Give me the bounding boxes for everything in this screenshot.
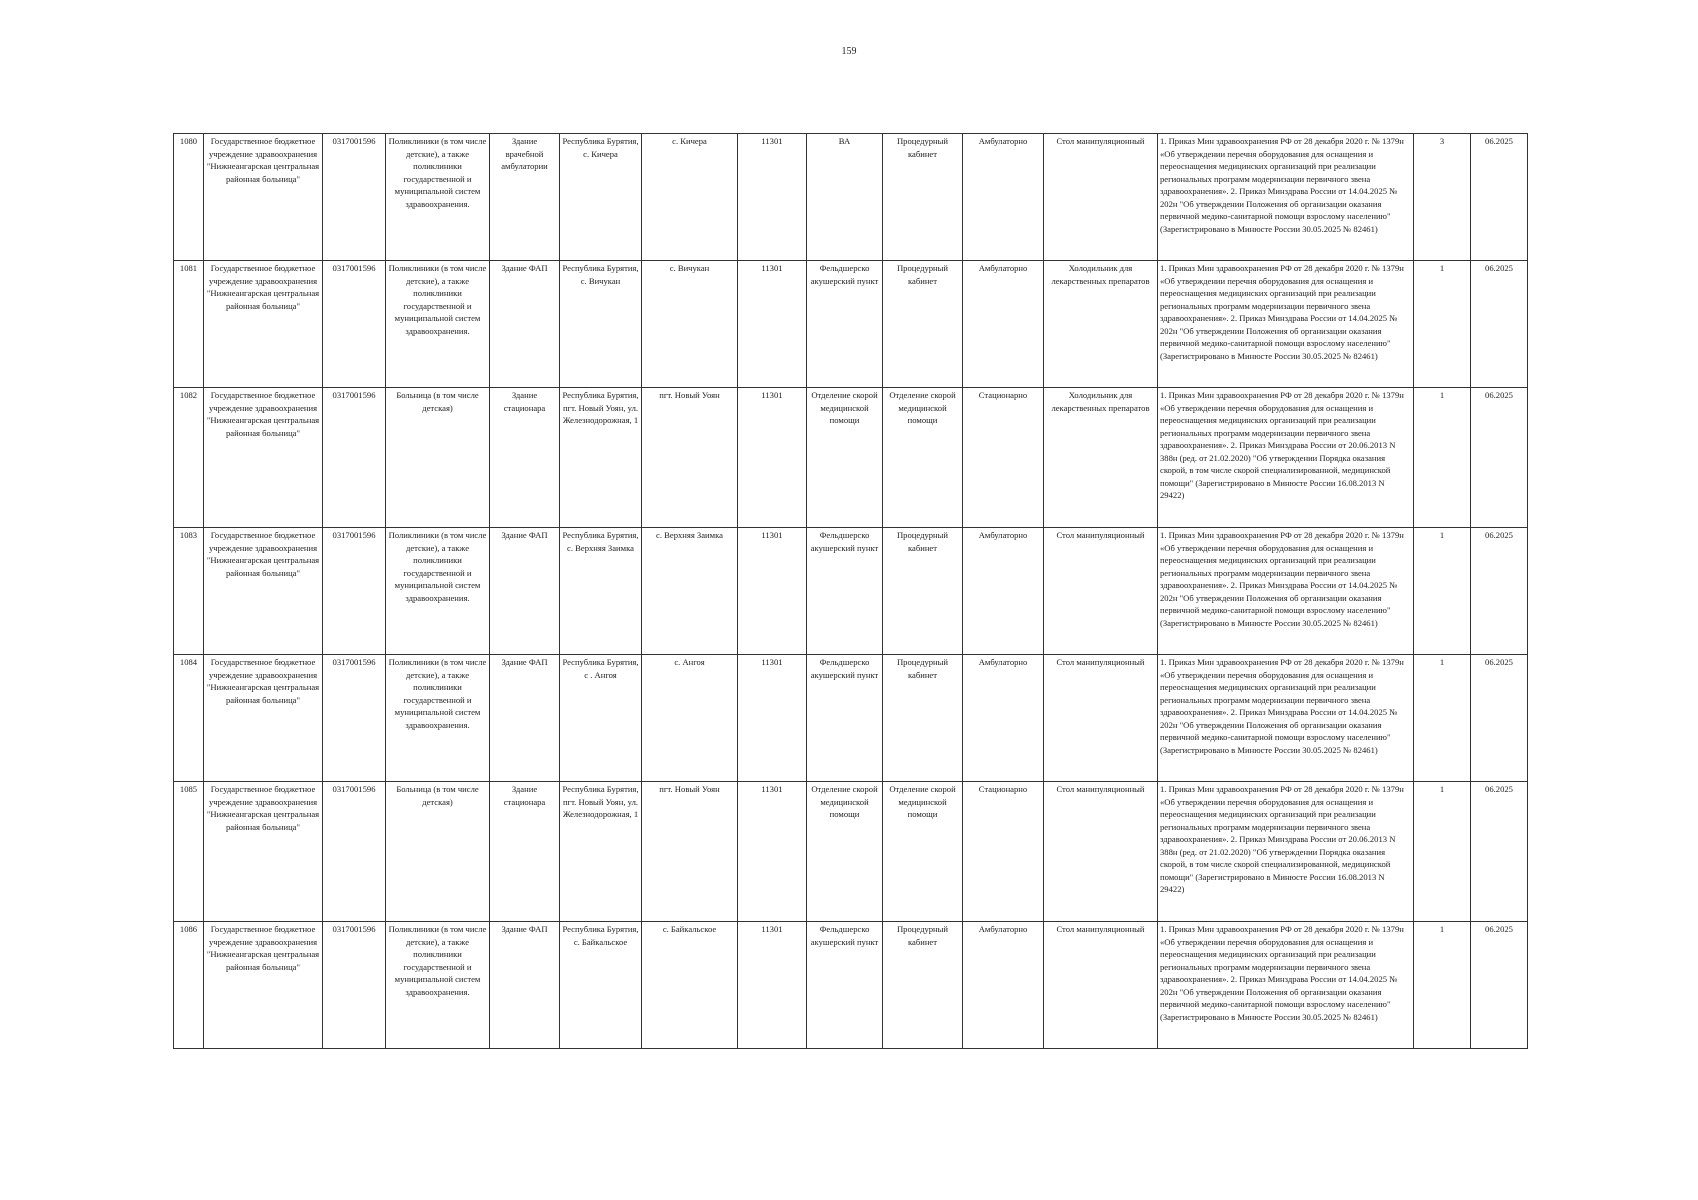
unit-cell: ВА	[807, 134, 883, 261]
building-cell: Здание ФАП	[490, 922, 560, 1049]
address-cell: Республика Бурятия, с. Байкальское	[560, 922, 642, 1049]
date-cell: 06.2025	[1471, 922, 1528, 1049]
equipment-cell: Стол манипуляционный	[1044, 655, 1158, 782]
date-cell: 06.2025	[1471, 388, 1528, 528]
care-mode-cell: Амбулаторно	[963, 134, 1044, 261]
room-cell: Отделение скорой медицинской помощи	[883, 388, 963, 528]
row-number-cell: 1083	[174, 528, 204, 655]
regulatory-docs-cell: 1. Приказ Мин здравоохранения РФ от 28 декабря 2020 г. № 1379н «Об утверждении перечня оборудования для оснащения и переоснащения медицинских организаций при реализации региональных программ модернизации первичного звена здравоохранения». 2. Приказ Минздрава России от 14.04.2025 № 202н "Об утверждении Положения об организации оказания первичной медико-санитарной помощи взрослому населению" (Зарегистрировано в Минюсте России 30.05.2025 № 82461)	[1158, 134, 1414, 261]
facility-type-cell: Поликлиники (в том числе детские), а также поликлиники государственной и муниципальной систем здравоохранения.	[386, 922, 490, 1049]
organization-cell: Государственное бюджетное учреждение здравоохранения "Нижнеангарская центральная районная больница"	[204, 388, 323, 528]
facility-type-cell: Поликлиники (в том числе детские), а также поликлиники государственной и муниципальной систем здравоохранения.	[386, 528, 490, 655]
org-code-cell: 0317001596	[323, 782, 386, 922]
room-cell: Процедурный кабинет	[883, 134, 963, 261]
table-row	[174, 922, 1528, 1049]
facility-type-cell: Больница (в том числе детская)	[386, 782, 490, 922]
locality-cell: с. Верхняя Заимка	[642, 528, 738, 655]
organization-cell: Государственное бюджетное учреждение здравоохранения "Нижнеангарская центральная районная больница"	[204, 134, 323, 261]
room-cell: Процедурный кабинет	[883, 655, 963, 782]
room-cell: Процедурный кабинет	[883, 528, 963, 655]
date-cell: 06.2025	[1471, 528, 1528, 655]
address-cell: Республика Бурятия, с. Верхняя Заимка	[560, 528, 642, 655]
territory-code-cell: 11301	[738, 922, 807, 1049]
quantity-cell: 1	[1414, 388, 1471, 528]
row-number-cell: 1082	[174, 388, 204, 528]
regulatory-docs-cell: 1. Приказ Мин здравоохранения РФ от 28 декабря 2020 г. № 1379н «Об утверждении перечня оборудования для оснащения и переоснащения медицинских организаций при реализации региональных программ модернизации первичного звена здравоохранения». 2. Приказ Минздрава России от 20.06.2013 N 388н (ред. от 21.02.2020) "Об утверждении Порядка оказания скорой, в том числе скорой специализированной, медицинской помощи" (Зарегистрировано в Минюсте России 16.08.2013 N 29422)	[1158, 782, 1414, 922]
territory-code-cell: 11301	[738, 528, 807, 655]
organization-cell: Государственное бюджетное учреждение здравоохранения "Нижнеангарская центральная районная больница"	[204, 922, 323, 1049]
care-mode-cell: Амбулаторно	[963, 528, 1044, 655]
care-mode-cell: Стационарно	[963, 388, 1044, 528]
locality-cell: пгт. Новый Уоян	[642, 782, 738, 922]
row-number-cell: 1081	[174, 261, 204, 388]
row-number-cell: 1085	[174, 782, 204, 922]
building-cell: Здание ФАП	[490, 261, 560, 388]
territory-code-cell: 11301	[738, 388, 807, 528]
unit-cell: Фельдшерско акушерский пункт	[807, 528, 883, 655]
territory-code-cell: 11301	[738, 655, 807, 782]
regulatory-docs-cell: 1. Приказ Мин здравоохранения РФ от 28 декабря 2020 г. № 1379н «Об утверждении перечня оборудования для оснащения и переоснащения медицинских организаций при реализации региональных программ модернизации первичного звена здравоохранения». 2. Приказ Минздрава России от 14.04.2025 № 202н "Об утверждении Положения об организации оказания первичной медико-санитарной помощи взрослому населению" (Зарегистрировано в Минюсте России 30.05.2025 № 82461)	[1158, 655, 1414, 782]
page-number: 159	[841, 46, 857, 57]
locality-cell: с. Ангоя	[642, 655, 738, 782]
regulatory-docs-cell: 1. Приказ Мин здравоохранения РФ от 28 декабря 2020 г. № 1379н «Об утверждении перечня оборудования для оснащения и переоснащения медицинских организаций при реализации региональных программ модернизации первичного звена здравоохранения». 2. Приказ Минздрава России от 14.04.2025 № 202н "Об утверждении Положения об организации оказания первичной медико-санитарной помощи взрослому населению" (Зарегистрировано в Минюсте России 30.05.2025 № 82461)	[1158, 922, 1414, 1049]
row-number-cell: 1084	[174, 655, 204, 782]
quantity-cell: 1	[1414, 922, 1471, 1049]
regulatory-docs-cell: 1. Приказ Мин здравоохранения РФ от 28 декабря 2020 г. № 1379н «Об утверждении перечня оборудования для оснащения и переоснащения медицинских организаций при реализации региональных программ модернизации первичного звена здравоохранения». 2. Приказ Минздрава России от 14.04.2025 № 202н "Об утверждении Положения об организации оказания первичной медико-санитарной помощи взрослому населению" (Зарегистрировано в Минюсте России 30.05.2025 № 82461)	[1158, 261, 1414, 388]
facility-type-cell: Поликлиники (в том числе детские), а также поликлиники государственной и муниципальной систем здравоохранения.	[386, 261, 490, 388]
room-cell: Отделение скорой медицинской помощи	[883, 782, 963, 922]
address-cell: Республика Бурятия, с . Ангоя	[560, 655, 642, 782]
quantity-cell: 1	[1414, 655, 1471, 782]
facility-type-cell: Поликлиники (в том числе детские), а также поликлиники государственной и муниципальной систем здравоохранения.	[386, 655, 490, 782]
date-cell: 06.2025	[1471, 655, 1528, 782]
organization-cell: Государственное бюджетное учреждение здравоохранения "Нижнеангарская центральная районная больница"	[204, 782, 323, 922]
facility-type-cell: Поликлиники (в том числе детские), а также поликлиники государственной и муниципальной систем здравоохранения.	[386, 134, 490, 261]
org-code-cell: 0317001596	[323, 261, 386, 388]
organization-cell: Государственное бюджетное учреждение здравоохранения "Нижнеангарская центральная районная больница"	[204, 655, 323, 782]
care-mode-cell: Стационарно	[963, 782, 1044, 922]
table-row	[174, 134, 1528, 261]
unit-cell: Фельдшерско акушерский пункт	[807, 922, 883, 1049]
room-cell: Процедурный кабинет	[883, 922, 963, 1049]
territory-code-cell: 11301	[738, 782, 807, 922]
regulatory-docs-cell: 1. Приказ Мин здравоохранения РФ от 28 декабря 2020 г. № 1379н «Об утверждении перечня оборудования для оснащения и переоснащения медицинских организаций при реализации региональных программ модернизации первичного звена здравоохранения». 2. Приказ Минздрава России от 20.06.2013 N 388н (ред. от 21.02.2020) "Об утверждении Порядка оказания скорой, в том числе скорой специализированной, медицинской помощи" (Зарегистрировано в Минюсте России 16.08.2013 N 29422)	[1158, 388, 1414, 528]
equipment-registry-table	[173, 133, 1528, 1049]
date-cell: 06.2025	[1471, 782, 1528, 922]
locality-cell: с. Вичукан	[642, 261, 738, 388]
building-cell: Здание ФАП	[490, 655, 560, 782]
table-row	[174, 782, 1528, 922]
unit-cell: Отделение скорой медицинской помощи	[807, 388, 883, 528]
unit-cell: Фельдшерско акушерский пункт	[807, 261, 883, 388]
territory-code-cell: 11301	[738, 261, 807, 388]
building-cell: Здание ФАП	[490, 528, 560, 655]
quantity-cell: 1	[1414, 261, 1471, 388]
building-cell: Здание стационара	[490, 782, 560, 922]
org-code-cell: 0317001596	[323, 528, 386, 655]
row-number-cell: 1080	[174, 134, 204, 261]
organization-cell: Государственное бюджетное учреждение здравоохранения "Нижнеангарская центральная районная больница"	[204, 261, 323, 388]
facility-type-cell: Больница (в том числе детская)	[386, 388, 490, 528]
equipment-cell: Стол манипуляционный	[1044, 782, 1158, 922]
quantity-cell: 1	[1414, 528, 1471, 655]
address-cell: Республика Бурятия, пгт. Новый Уоян, ул. Железнодорожная, 1	[560, 388, 642, 528]
care-mode-cell: Амбулаторно	[963, 922, 1044, 1049]
quantity-cell: 1	[1414, 782, 1471, 922]
locality-cell: с. Кичера	[642, 134, 738, 261]
table-row	[174, 528, 1528, 655]
equipment-cell: Холодильник для лекарственных препаратов	[1044, 261, 1158, 388]
row-number-cell: 1086	[174, 922, 204, 1049]
org-code-cell: 0317001596	[323, 388, 386, 528]
table-row	[174, 388, 1528, 528]
equipment-cell: Стол манипуляционный	[1044, 134, 1158, 261]
unit-cell: Отделение скорой медицинской помощи	[807, 782, 883, 922]
building-cell: Здание врачебной амбулатории	[490, 134, 560, 261]
locality-cell: с. Байкальское	[642, 922, 738, 1049]
care-mode-cell: Амбулаторно	[963, 261, 1044, 388]
building-cell: Здание стационара	[490, 388, 560, 528]
organization-cell: Государственное бюджетное учреждение здравоохранения "Нижнеангарская центральная районная больница"	[204, 528, 323, 655]
org-code-cell: 0317001596	[323, 134, 386, 261]
address-cell: Республика Бурятия, с. Кичера	[560, 134, 642, 261]
territory-code-cell: 11301	[738, 134, 807, 261]
quantity-cell: 3	[1414, 134, 1471, 261]
date-cell: 06.2025	[1471, 261, 1528, 388]
table-row	[174, 261, 1528, 388]
address-cell: Республика Бурятия, с. Вичукан	[560, 261, 642, 388]
care-mode-cell: Амбулаторно	[963, 655, 1044, 782]
unit-cell: Фельдшерско акушерский пункт	[807, 655, 883, 782]
address-cell: Республика Бурятия, пгт. Новый Уоян, ул. Железнодорожная, 1	[560, 782, 642, 922]
equipment-cell: Стол манипуляционный	[1044, 922, 1158, 1049]
date-cell: 06.2025	[1471, 134, 1528, 261]
table-row	[174, 655, 1528, 782]
equipment-cell: Стол манипуляционный	[1044, 528, 1158, 655]
room-cell: Процедурный кабинет	[883, 261, 963, 388]
equipment-cell: Холодильник для лекарственных препаратов	[1044, 388, 1158, 528]
locality-cell: пгт. Новый Уоян	[642, 388, 738, 528]
org-code-cell: 0317001596	[323, 655, 386, 782]
regulatory-docs-cell: 1. Приказ Мин здравоохранения РФ от 28 декабря 2020 г. № 1379н «Об утверждении перечня оборудования для оснащения и переоснащения медицинских организаций при реализации региональных программ модернизации первичного звена здравоохранения». 2. Приказ Минздрава России от 14.04.2025 № 202н "Об утверждении Положения об организации оказания первичной медико-санитарной помощи взрослому населению" (Зарегистрировано в Минюсте России 30.05.2025 № 82461)	[1158, 528, 1414, 655]
org-code-cell: 0317001596	[323, 922, 386, 1049]
